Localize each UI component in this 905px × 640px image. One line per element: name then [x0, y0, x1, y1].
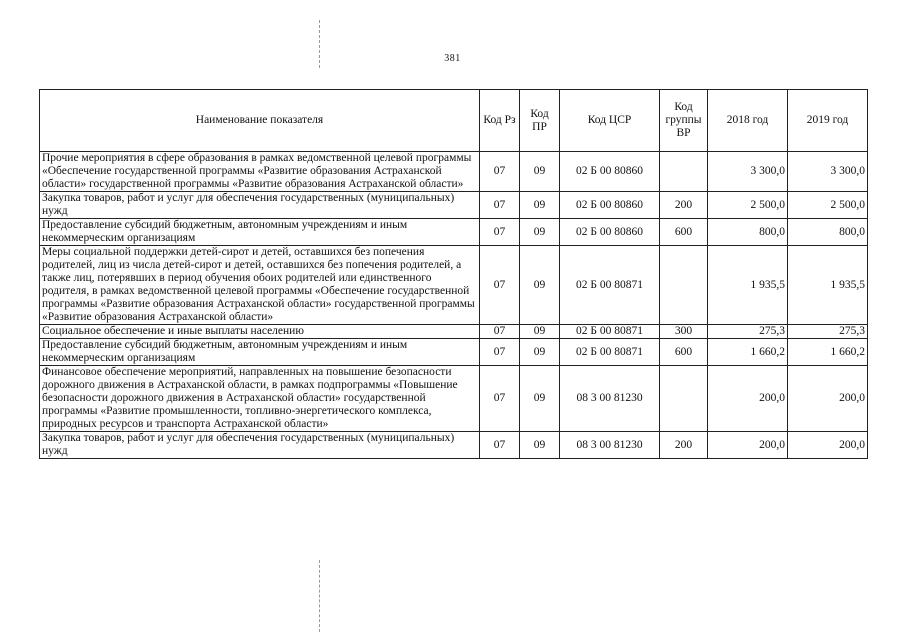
row-pr: 09 — [520, 432, 560, 459]
row-name: Финансовое обеспечение мероприятий, направленных на повышение безопасности дорожного движения в Астраханской области, в рамках подпрограммы «Повышение безопасности дорожного движения в Астраханской области» государственной программы «Развитие промышленности, топливно-энергетического комплекса, природных ресурсов и транспорта Астраханской области» — [40, 366, 480, 432]
row-pr: 09 — [520, 325, 560, 339]
header-2019: 2019 год — [788, 90, 868, 152]
row-vr: 600 — [660, 339, 708, 366]
row-vr: 200 — [660, 432, 708, 459]
row-csr: 02 Б 00 80871 — [560, 325, 660, 339]
table-row — [40, 339, 868, 366]
row-pr: 09 — [520, 339, 560, 366]
row-rz: 07 — [480, 219, 520, 246]
row-2019: 800,0 — [788, 219, 868, 246]
row-csr: 02 Б 00 80871 — [560, 246, 660, 325]
row-pr: 09 — [520, 246, 560, 325]
table-row — [40, 219, 868, 246]
row-vr — [660, 366, 708, 432]
row-2019: 2 500,0 — [788, 192, 868, 219]
row-2019: 1 660,2 — [788, 339, 868, 366]
header-pr: Код ПР — [520, 90, 560, 152]
row-2018: 800,0 — [708, 219, 788, 246]
table-row — [40, 192, 868, 219]
row-rz: 07 — [480, 192, 520, 219]
row-vr: 300 — [660, 325, 708, 339]
row-name: Закупка товаров, работ и услуг для обеспечения государственных (муниципальных) нужд — [40, 432, 480, 459]
row-vr: 200 — [660, 192, 708, 219]
row-csr: 02 Б 00 80871 — [560, 339, 660, 366]
header-csr: Код ЦСР — [560, 90, 660, 152]
row-2019: 275,3 — [788, 325, 868, 339]
row-vr: 600 — [660, 219, 708, 246]
budget-table — [39, 89, 868, 459]
row-name: Прочие мероприятия в сфере образования в рамках ведомственной целевой программы «Обеспечение государственной программы «Развитие образования Астраханской области» государственной программы «Развитие образования Астраханской области» — [40, 152, 480, 192]
table-row — [40, 366, 868, 432]
row-name: Предоставление субсидий бюджетным, автономным учреждениям и иным некоммерческим организациям — [40, 339, 480, 366]
row-pr: 09 — [520, 152, 560, 192]
row-csr: 02 Б 00 80860 — [560, 219, 660, 246]
row-vr — [660, 152, 708, 192]
row-csr: 02 Б 00 80860 — [560, 152, 660, 192]
row-rz: 07 — [480, 325, 520, 339]
row-2018: 200,0 — [708, 366, 788, 432]
row-pr: 09 — [520, 219, 560, 246]
row-vr — [660, 246, 708, 325]
table-row — [40, 246, 868, 325]
row-rz: 07 — [480, 432, 520, 459]
row-2018: 1 935,5 — [708, 246, 788, 325]
row-name: Меры социальной поддержки детей-сирот и детей, оставшихся без попечения родителей, лиц из числа детей-сирот и детей, оставшихся без попечения родителей, а также лиц, потерявших в период обучения обоих родителей или единственного родителя, в рамках ведомственной целевой программы «Обеспечение государственной программы «Развитие образования Астраханской области» государственной программы «Развитие образования Астраханской области» — [40, 246, 480, 325]
row-2018: 275,3 — [708, 325, 788, 339]
fold-line-bottom — [319, 560, 320, 632]
header-name: Наименование показателя — [40, 90, 480, 152]
row-csr: 08 3 00 81230 — [560, 366, 660, 432]
row-2019: 1 935,5 — [788, 246, 868, 325]
row-2018: 3 300,0 — [708, 152, 788, 192]
row-rz: 07 — [480, 339, 520, 366]
row-rz: 07 — [480, 366, 520, 432]
row-csr: 02 Б 00 80860 — [560, 192, 660, 219]
row-2018: 1 660,2 — [708, 339, 788, 366]
table-row — [40, 432, 868, 459]
header-vr: Код группы ВР — [660, 90, 708, 152]
row-pr: 09 — [520, 192, 560, 219]
table-header-row — [40, 90, 868, 152]
header-rz: Код Рз — [480, 90, 520, 152]
table-row — [40, 325, 868, 339]
row-pr: 09 — [520, 366, 560, 432]
page-number: 381 — [444, 53, 461, 64]
row-name: Закупка товаров, работ и услуг для обеспечения государственных (муниципальных) нужд — [40, 192, 480, 219]
row-rz: 07 — [480, 246, 520, 325]
row-2019: 3 300,0 — [788, 152, 868, 192]
row-rz: 07 — [480, 152, 520, 192]
row-2019: 200,0 — [788, 432, 868, 459]
row-2018: 200,0 — [708, 432, 788, 459]
header-2018: 2018 год — [708, 90, 788, 152]
row-2019: 200,0 — [788, 366, 868, 432]
row-csr: 08 3 00 81230 — [560, 432, 660, 459]
row-name: Предоставление субсидий бюджетным, автономным учреждениям и иным некоммерческим организациям — [40, 219, 480, 246]
row-name: Социальное обеспечение и иные выплаты населению — [40, 325, 480, 339]
row-2018: 2 500,0 — [708, 192, 788, 219]
table-row — [40, 152, 868, 192]
